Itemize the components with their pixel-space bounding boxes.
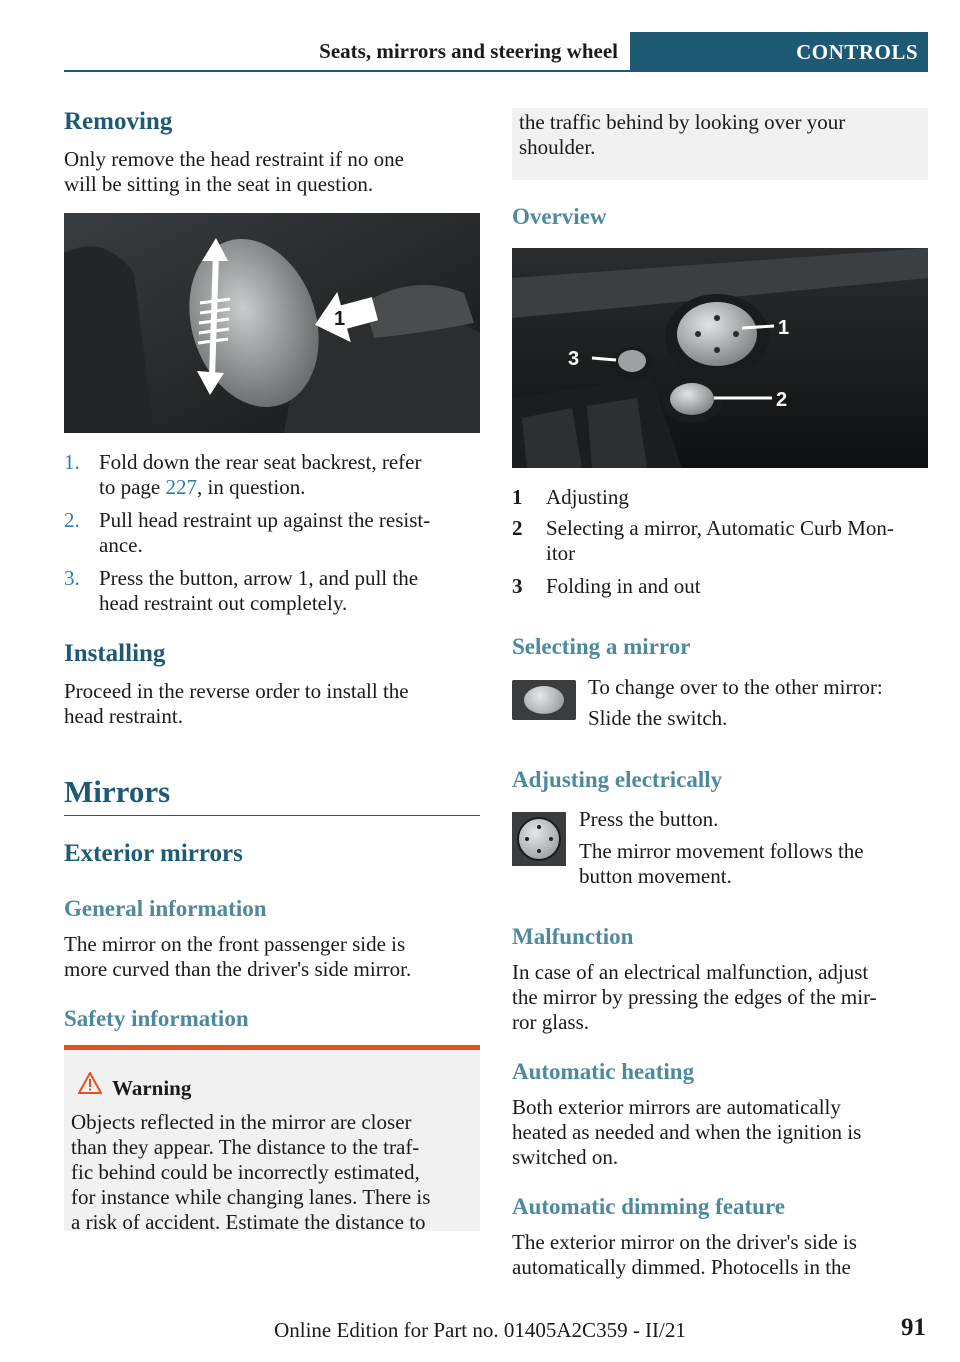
removing-text-line-2: will be sitting in the seat in question. [64, 172, 374, 196]
removing-text-line-1: Only remove the head restraint if no one [64, 147, 404, 171]
step-3-line-1: Press the button, arrow 1, and pull the [99, 566, 419, 590]
mirror-selector-switch-icon [512, 680, 576, 720]
page-header [64, 32, 928, 72]
legend-2-text-line-2: itor [546, 541, 576, 565]
warning-line-2: than they appear. The distance to the traf- [71, 1135, 420, 1159]
step-1-number: 1. [64, 450, 80, 474]
step-1-text: to page [99, 475, 166, 499]
warning-line-5: a risk of accident. Estimate the distance to [71, 1210, 426, 1234]
warning-triangle-icon [78, 1072, 102, 1094]
header-section-title: Seats, mirrors and steering wheel [319, 39, 618, 63]
legend-1-number: 1 [512, 485, 523, 509]
warning-title: Warning [112, 1076, 192, 1100]
mirror-switch-illustration [512, 248, 928, 468]
general-text-line-2: more curved than the driver's side mirror. [64, 957, 412, 981]
photo-callout-1: 1 [778, 317, 790, 339]
continuation-line-1: the traffic behind by looking over your [519, 110, 846, 134]
installing-heading: Installing [64, 640, 166, 667]
overview-heading: Overview [512, 204, 607, 229]
malfunction-line-2: the mirror by pressing the edges of the mir- [512, 985, 877, 1009]
warning-continuation-box [512, 108, 928, 180]
mirror-switch-photo [512, 248, 928, 468]
legend-3-text: Folding in and out [546, 574, 701, 598]
header-rule [64, 70, 928, 72]
dimming-line-2: automatically dimmed. Photocells in the [512, 1255, 851, 1279]
adjust-text-line-1: Press the button. [579, 807, 719, 831]
step-2-number: 2. [64, 508, 80, 532]
adjust-text-line-2: The mirror movement follows the [579, 839, 864, 863]
adjust-text-line-3: button movement. [579, 864, 732, 888]
step-1-line-1: Fold down the rear seat backrest, refer [99, 450, 422, 474]
malfunction-line-1: In case of an electrical malfunction, adjust [512, 960, 869, 984]
legend-1-text: Adjusting [546, 485, 629, 509]
mirrors-rule [64, 815, 480, 816]
heating-line-1: Both exterior mirrors are automatically [512, 1095, 841, 1119]
heating-line-3: switched on. [512, 1145, 619, 1169]
continuation-line-2: shoulder. [519, 135, 596, 159]
warning-line-1: Objects reflected in the mirror are closer [71, 1110, 412, 1134]
safety-information-heading: Safety information [64, 1006, 249, 1031]
step-2-line-1: Pull head restraint up against the resist- [99, 508, 431, 532]
page-227-link[interactable]: 227 [165, 475, 197, 499]
mirrors-heading: Mirrors [64, 774, 171, 809]
dimming-line-1: The exterior mirror on the driver's side is [512, 1230, 857, 1254]
warning-box [64, 1045, 480, 1234]
malfunction-line-3: ror glass. [512, 1010, 589, 1034]
step-1-line-2 [99, 475, 305, 500]
step-3-number: 3. [64, 566, 80, 590]
select-text-line-2: Slide the switch. [588, 706, 728, 730]
malfunction-heading: Malfunction [512, 924, 634, 949]
adjusting-electrically-heading: Adjusting electrically [512, 767, 723, 792]
head-restraint-photo [64, 213, 480, 433]
legend-3-number: 3 [512, 574, 523, 598]
automatic-heating-heading: Automatic heating [512, 1059, 695, 1084]
photo-callout-1: 1 [334, 308, 346, 330]
installing-text-line-2: head restraint. [64, 704, 183, 728]
selecting-mirror-heading: Selecting a mirror [512, 634, 691, 659]
warning-line-3: fic behind could be incorrectly estimated, [71, 1160, 420, 1184]
photo-callout-2: 2 [776, 389, 788, 411]
head-restraint-illustration [64, 213, 480, 433]
general-information-heading: General information [64, 896, 267, 921]
step-1-text-tail: , in question. [196, 475, 306, 499]
photo-callout-3: 3 [568, 348, 580, 370]
select-text-line-1: To change over to the other mirror: [588, 675, 883, 699]
page-number: 91 [901, 1314, 926, 1341]
header-chapter-tab[interactable]: CONTROLS [630, 32, 928, 72]
automatic-dimming-heading: Automatic dimming feature [512, 1194, 785, 1219]
edition-footer: Online Edition for Part no. 01405A2C359 - II/21 [274, 1318, 686, 1342]
heating-line-2: heated as needed and when the ignition is [512, 1120, 862, 1144]
step-3-line-2: head restraint out completely. [99, 591, 348, 615]
step-2-line-2: ance. [99, 533, 143, 557]
legend-2-text-line-1: Selecting a mirror, Automatic Curb Mon- [546, 516, 894, 540]
warning-line-4: for instance while changing lanes. There is [71, 1185, 431, 1209]
exterior-mirrors-heading: Exterior mirrors [64, 840, 243, 867]
general-text-line-1: The mirror on the front passenger side is [64, 932, 406, 956]
legend-2-number: 2 [512, 516, 523, 540]
mirror-adjust-button-icon [512, 812, 566, 866]
removing-heading: Removing [64, 108, 173, 135]
installing-text-line-1: Proceed in the reverse order to install the [64, 679, 409, 703]
